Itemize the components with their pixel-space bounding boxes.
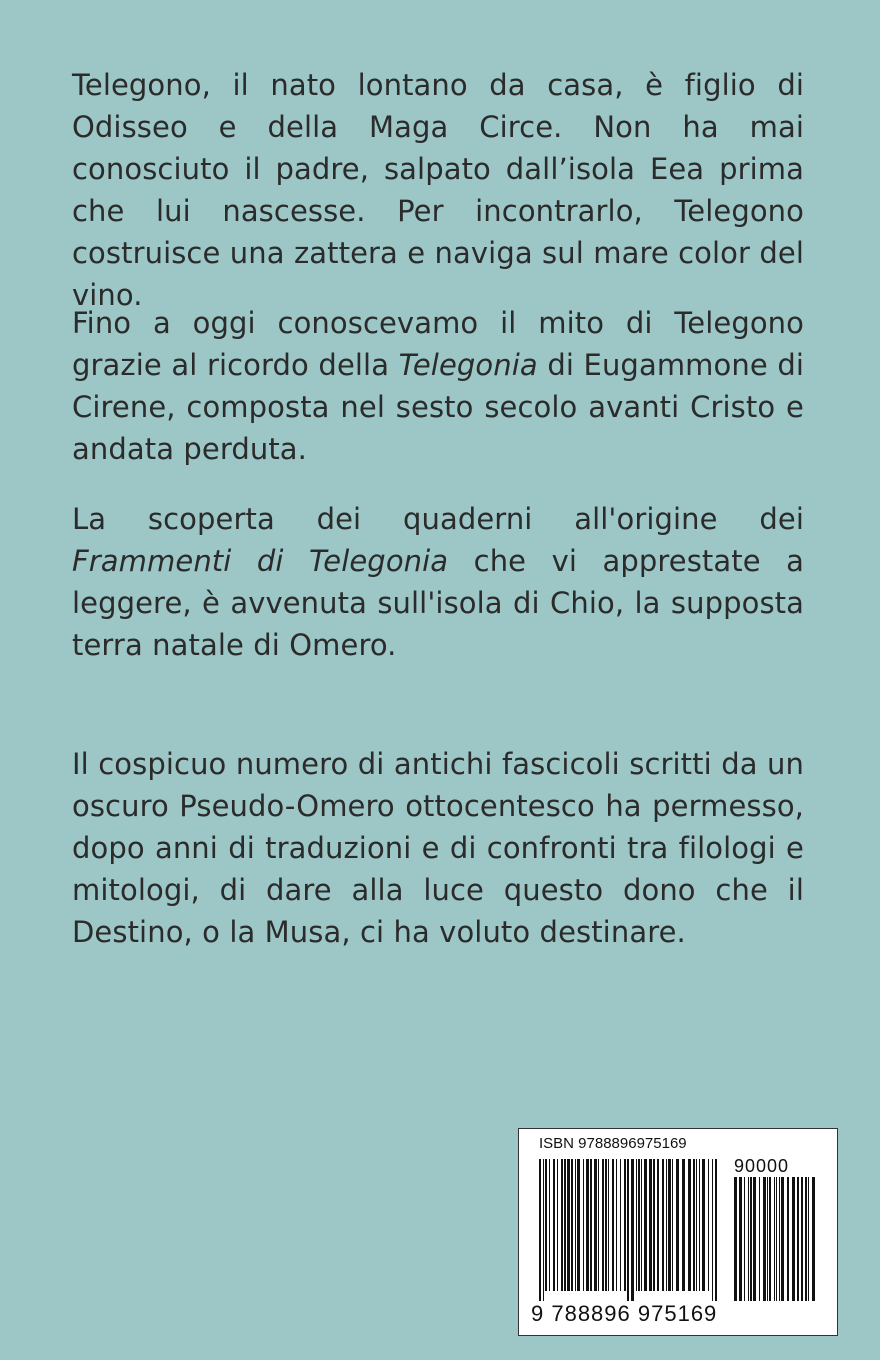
back-cover-paragraph-3 (72, 498, 804, 666)
back-cover-paragraph-2 (72, 302, 804, 470)
barcode-bar (805, 1177, 807, 1301)
barcode-bar (688, 1159, 691, 1291)
barcode-bar (769, 1177, 771, 1301)
barcode-bar (812, 1177, 815, 1301)
book-title-frammenti: Frammenti di Telegonia (72, 544, 449, 578)
barcode-bar (657, 1159, 659, 1291)
barcode-bar (699, 1159, 700, 1291)
barcode-bar (543, 1159, 544, 1301)
barcode-bar (715, 1159, 717, 1301)
book-title-telegonia: Telegonia (398, 348, 538, 382)
barcode-bar (779, 1177, 780, 1301)
barcode-bar (549, 1159, 550, 1291)
barcode-bar (702, 1159, 705, 1291)
barcode-bar (662, 1159, 664, 1291)
barcode-bar (787, 1177, 789, 1301)
barcode-bar (801, 1177, 803, 1301)
barcode-bar (792, 1177, 795, 1301)
barcode-bar (557, 1159, 558, 1291)
barcode-bars (539, 1159, 719, 1301)
barcode-addon-label: 90000 (734, 1156, 790, 1176)
text-run: che vi apprestate a leggere, è avvenuta sull'isola di Chio, la supposta terra natale di Omero. (72, 544, 804, 662)
text-run: La scoperta dei quaderni all'origine dei (72, 502, 804, 536)
barcode-bar (682, 1159, 685, 1291)
barcode-bar (644, 1159, 647, 1291)
barcode-bar (759, 1177, 760, 1301)
barcode-bar (594, 1159, 597, 1291)
barcode-bar (708, 1159, 709, 1291)
barcode-bar (564, 1159, 566, 1291)
isbn-label: ISBN 9788896975169 (539, 1135, 687, 1152)
barcode-bar (636, 1159, 637, 1291)
barcode-bar (696, 1159, 697, 1291)
barcode-bar (545, 1159, 547, 1291)
barcode-bar (763, 1177, 766, 1301)
barcode-bar (608, 1159, 609, 1291)
barcode-bar (672, 1159, 673, 1291)
barcode-bar (624, 1159, 626, 1291)
barcode-bar (586, 1159, 589, 1291)
barcode-bar (567, 1159, 570, 1291)
barcode-bar (571, 1159, 573, 1291)
barcode-bar (605, 1159, 607, 1291)
paragraph-text (72, 498, 804, 666)
barcode-bar (776, 1177, 777, 1301)
barcode-bar (712, 1159, 713, 1301)
barcode-bar (744, 1177, 745, 1301)
barcode-bar (620, 1159, 621, 1291)
barcode-bar (748, 1177, 749, 1301)
barcode-bar (631, 1159, 634, 1301)
barcode-bar (774, 1177, 775, 1301)
back-cover-paragraph-4 (72, 743, 804, 953)
barcode-bar (767, 1177, 768, 1301)
barcode-bar (781, 1177, 784, 1301)
barcode-bar (561, 1159, 563, 1291)
barcode-bar (577, 1159, 580, 1291)
barcode-addon-bars (734, 1177, 816, 1301)
barcode-bar (616, 1159, 617, 1291)
barcode-bar (598, 1159, 599, 1291)
barcode-bar (638, 1159, 640, 1291)
paragraph-text: Il cospicuo numero di antichi fascicoli scritti da un oscuro Pseudo-Omero ottocentesco ha permesso, dopo anni di traduzioni e di confronti tra filologi e mitologi, di dare alla luce questo dono che il Destino, o la Musa, ci ha voluto destinare. (72, 747, 804, 949)
barcode-bar (575, 1159, 576, 1291)
paragraph-text: Telegono, il nato lontano da casa, è figlio di Odisseo e della Maga Circe. Non ha mai conosciuto il padre, salpato dall’isola Eea prima che lui nascesse. Per incontrarlo, Telegono costruisce una zattera e naviga sul mare color del vino. (72, 68, 804, 312)
barcode-bar (676, 1159, 679, 1291)
barcode-bar (641, 1159, 642, 1291)
barcode-bar (797, 1177, 799, 1301)
paragraph-text (72, 302, 804, 470)
barcode-bar (666, 1159, 667, 1291)
barcode-bar (668, 1159, 671, 1291)
barcode-bar (753, 1177, 756, 1301)
barcode-bar (649, 1159, 652, 1291)
back-cover-paragraph-1 (72, 64, 804, 316)
barcode-bar (539, 1159, 541, 1301)
text-run: Fino a oggi conoscevamo il mito di Telegono grazie al ricordo della (72, 306, 804, 382)
barcode-bar (750, 1177, 752, 1301)
barcode-bar (553, 1159, 555, 1291)
isbn-barcode (518, 1128, 838, 1336)
barcode-bar (590, 1159, 592, 1291)
barcode-bar (739, 1177, 742, 1301)
barcode-digits: 9 788896 975169 (531, 1301, 718, 1326)
barcode-bar (808, 1177, 809, 1301)
barcode-bar (627, 1159, 629, 1301)
barcode-bar (602, 1159, 604, 1291)
text-run: di Eugammone di Cirene, composta nel sesto secolo avanti Cristo e andata perduta. (72, 348, 804, 466)
barcode-bar (583, 1159, 584, 1291)
barcode-bar (612, 1159, 614, 1291)
barcode-bar (693, 1159, 695, 1291)
barcode-bar (734, 1177, 737, 1301)
barcode-bar (653, 1159, 655, 1291)
